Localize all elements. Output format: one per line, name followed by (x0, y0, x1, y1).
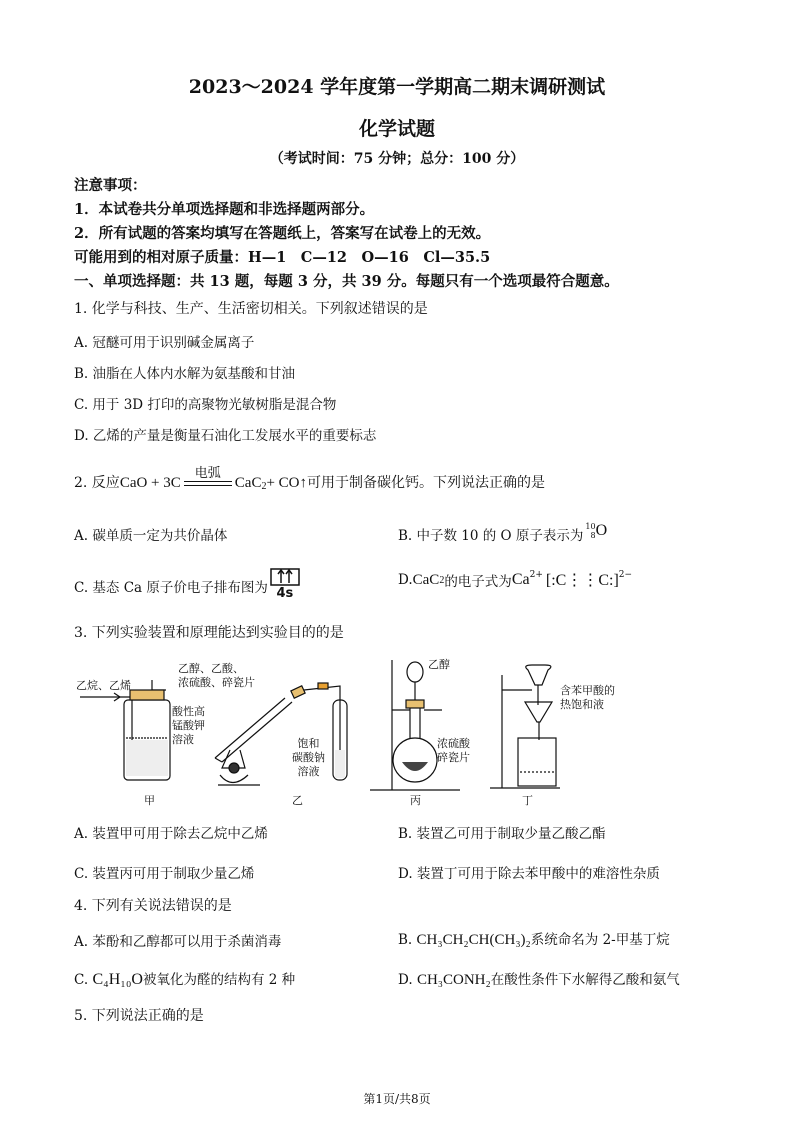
bing-solution-label (437, 737, 470, 765)
q2-option-b (398, 518, 607, 544)
jia-solution-label (172, 705, 205, 747)
q4-option-c-formula: C₄H₁₀O (92, 971, 143, 988)
apparatus-bing (370, 660, 460, 790)
atomic-masses: 可能用到的相对原子质量：H—1 C—12 O—16 Cl—35.5 (74, 249, 491, 266)
yi-solution-label (292, 737, 325, 779)
q3-option-c: C. 装置丙可用于制取少量乙烯 (74, 866, 255, 882)
q3-option-b: B. 装置乙可用于制取少量乙酸乙酯 (398, 826, 606, 842)
yi-solution-line-1: 饱和 (297, 737, 320, 750)
ca-charge: 2+ (529, 570, 543, 580)
caption-yi: 乙 (292, 794, 303, 807)
jia-solution-line-2: 锰酸钾 (172, 719, 205, 732)
q2-option-c (74, 568, 300, 601)
q4-option-b-prefix: B. (398, 932, 417, 948)
q4-option-b-formula: CH₃CH₂CH(CH₃)₂ (416, 932, 531, 948)
q2-stem (74, 458, 545, 492)
q2-suffix: 可用于制备碳化钙。下列说法正确的是 (307, 475, 545, 491)
yi-reagent-label (178, 662, 255, 690)
bing-solution-line-1: 浓硫酸 (437, 737, 470, 750)
q2-rhs-a: CaC (234, 475, 262, 491)
yi-solution-line-2: 碳酸钠 (292, 751, 325, 764)
q2-option-c-text: C. 基态 Ca 原子价电子排布图为 (74, 580, 268, 596)
ding-solution-line-1: 含苯甲酸的 (560, 684, 615, 697)
q2-option-d-formula: CaC (412, 571, 440, 588)
q5-stem: 5. 下列说法正确的是 (74, 1008, 204, 1024)
anion-charge: 2− (618, 570, 633, 580)
q1-option-c: C. 用于 3D 打印的高聚物光敏树脂是混合物 (74, 397, 337, 413)
nuclide-numbers (585, 522, 595, 540)
q2-rhs-sub: 2 (261, 481, 267, 492)
q1-option-b: B. 油脂在人体内水解为氨基酸和甘油 (74, 366, 296, 382)
jia-solution-line-1: 酸性高 (172, 705, 205, 718)
yi-solution-line-3: 溶液 (297, 765, 320, 778)
q1-option-d: D. 乙烯的产量是衡量石油化工发展水平的重要标志 (74, 428, 377, 444)
exam-title: 2023～2024 学年度第一学期高二期末调研测试 (188, 76, 606, 98)
q4-option-c-text: 被氧化为醛的结构有 2 种 (142, 972, 296, 988)
q3-stem: 3. 下列实验装置和原理能达到实验目的的是 (74, 625, 344, 641)
q4-option-d-prefix: D. (398, 972, 417, 988)
atomic-number: 8 (590, 531, 596, 540)
page-number: 第1页/共8页 (363, 1092, 431, 1106)
orbital-label: 4s (276, 586, 294, 601)
q3-option-d: D. 装置丁可用于除去苯甲酸中的难溶性杂质 (398, 866, 660, 882)
subject-title: 化学试题 (358, 118, 435, 140)
bing-solution-line-2: 碎瓷片 (437, 751, 470, 764)
jia-solution-line-3: 溶液 (172, 733, 194, 746)
q4-stem: 4. 下列有关说法错误的是 (74, 898, 232, 914)
ding-solution-line-2: 热饱和液 (560, 698, 604, 711)
ding-solution-label (560, 684, 615, 712)
q2-option-d-text: 的电子式为 (444, 574, 512, 590)
q2-condition-arrow (184, 467, 232, 492)
q3-option-a: A. 装置甲可用于除去乙烷中乙烯 (74, 826, 268, 842)
q4-option-d-formula: CH₃CONH₂ (416, 972, 491, 988)
q2-option-a: A. 碳单质一定为共价晶体 (74, 528, 228, 544)
q4-option-b-text: 系统命名为 2-甲基丁烷 (530, 932, 670, 948)
q3-apparatus-figure (70, 650, 590, 810)
yi-reagent-line-2: 浓硫酸、碎瓷片 (178, 676, 255, 689)
q1-option-a: A. 冠醚可用于识别碱金属离子 (74, 335, 255, 351)
q2-option-d-sub: 2 (439, 574, 445, 586)
q2-prefix: 2. 反应 (74, 475, 120, 491)
orbital-diagram (270, 568, 300, 601)
q2-option-d-prefix: D. (398, 572, 413, 588)
note-2: 2．所有试题的答案均填写在答题纸上，答案写在试卷上的无效。 (74, 225, 491, 242)
q1-stem: 1. 化学与科技、生产、生活密切相关。下列叙述错误的是 (74, 301, 428, 317)
q2-option-d (398, 570, 632, 590)
q4-option-c-prefix: C. (74, 972, 93, 988)
q2-condition: 电弧 (194, 466, 221, 481)
q2-rhs-b: + CO↑ (266, 475, 307, 491)
apparatus-ding (490, 665, 560, 788)
q4-option-d (398, 968, 680, 989)
note-1: 1．本试卷共分单项选择题和非选择题两部分。 (74, 201, 375, 218)
orbital-box-icon (270, 568, 300, 586)
q4-option-b (398, 928, 670, 949)
caption-bing: 丙 (410, 794, 421, 807)
q4-option-c (74, 968, 295, 989)
ca-symbol: Ca (511, 571, 530, 588)
bing-reagent-label: 乙醇 (428, 658, 450, 671)
q2-lhs: CaO + 3C (119, 475, 181, 491)
equals-sign-icon (184, 481, 232, 486)
jia-gas-label: 乙烷、乙烯 (76, 679, 131, 692)
carbide-anion: [:C⋮⋮C:] (545, 572, 619, 589)
exam-info: （考试时间：75 分钟；总分：100 分） (269, 151, 525, 167)
nuclide-symbol: O (595, 522, 608, 539)
notes-heading: 注意事项： (74, 177, 147, 194)
section-heading: 一、单项选择题：共 13 题，每题 3 分，共 39 分。每题只有一个选项最符合题意。 (74, 273, 619, 290)
q2-option-b-text: B. 中子数 10 的 O 原子表示为 (398, 528, 584, 544)
caption-jia: 甲 (144, 794, 155, 807)
q4-option-a: A. 苯酚和乙醇都可以用于杀菌消毒 (74, 934, 282, 950)
apparatus-yi (215, 683, 347, 785)
caption-ding: 丁 (522, 794, 533, 807)
mass-number: 10 (585, 522, 596, 531)
yi-reagent-line-1: 乙醇、乙酸、 (178, 662, 244, 675)
q4-option-d-text: 在酸性条件下水解得乙酸和氨气 (490, 972, 680, 988)
apparatus-jia (80, 680, 170, 780)
